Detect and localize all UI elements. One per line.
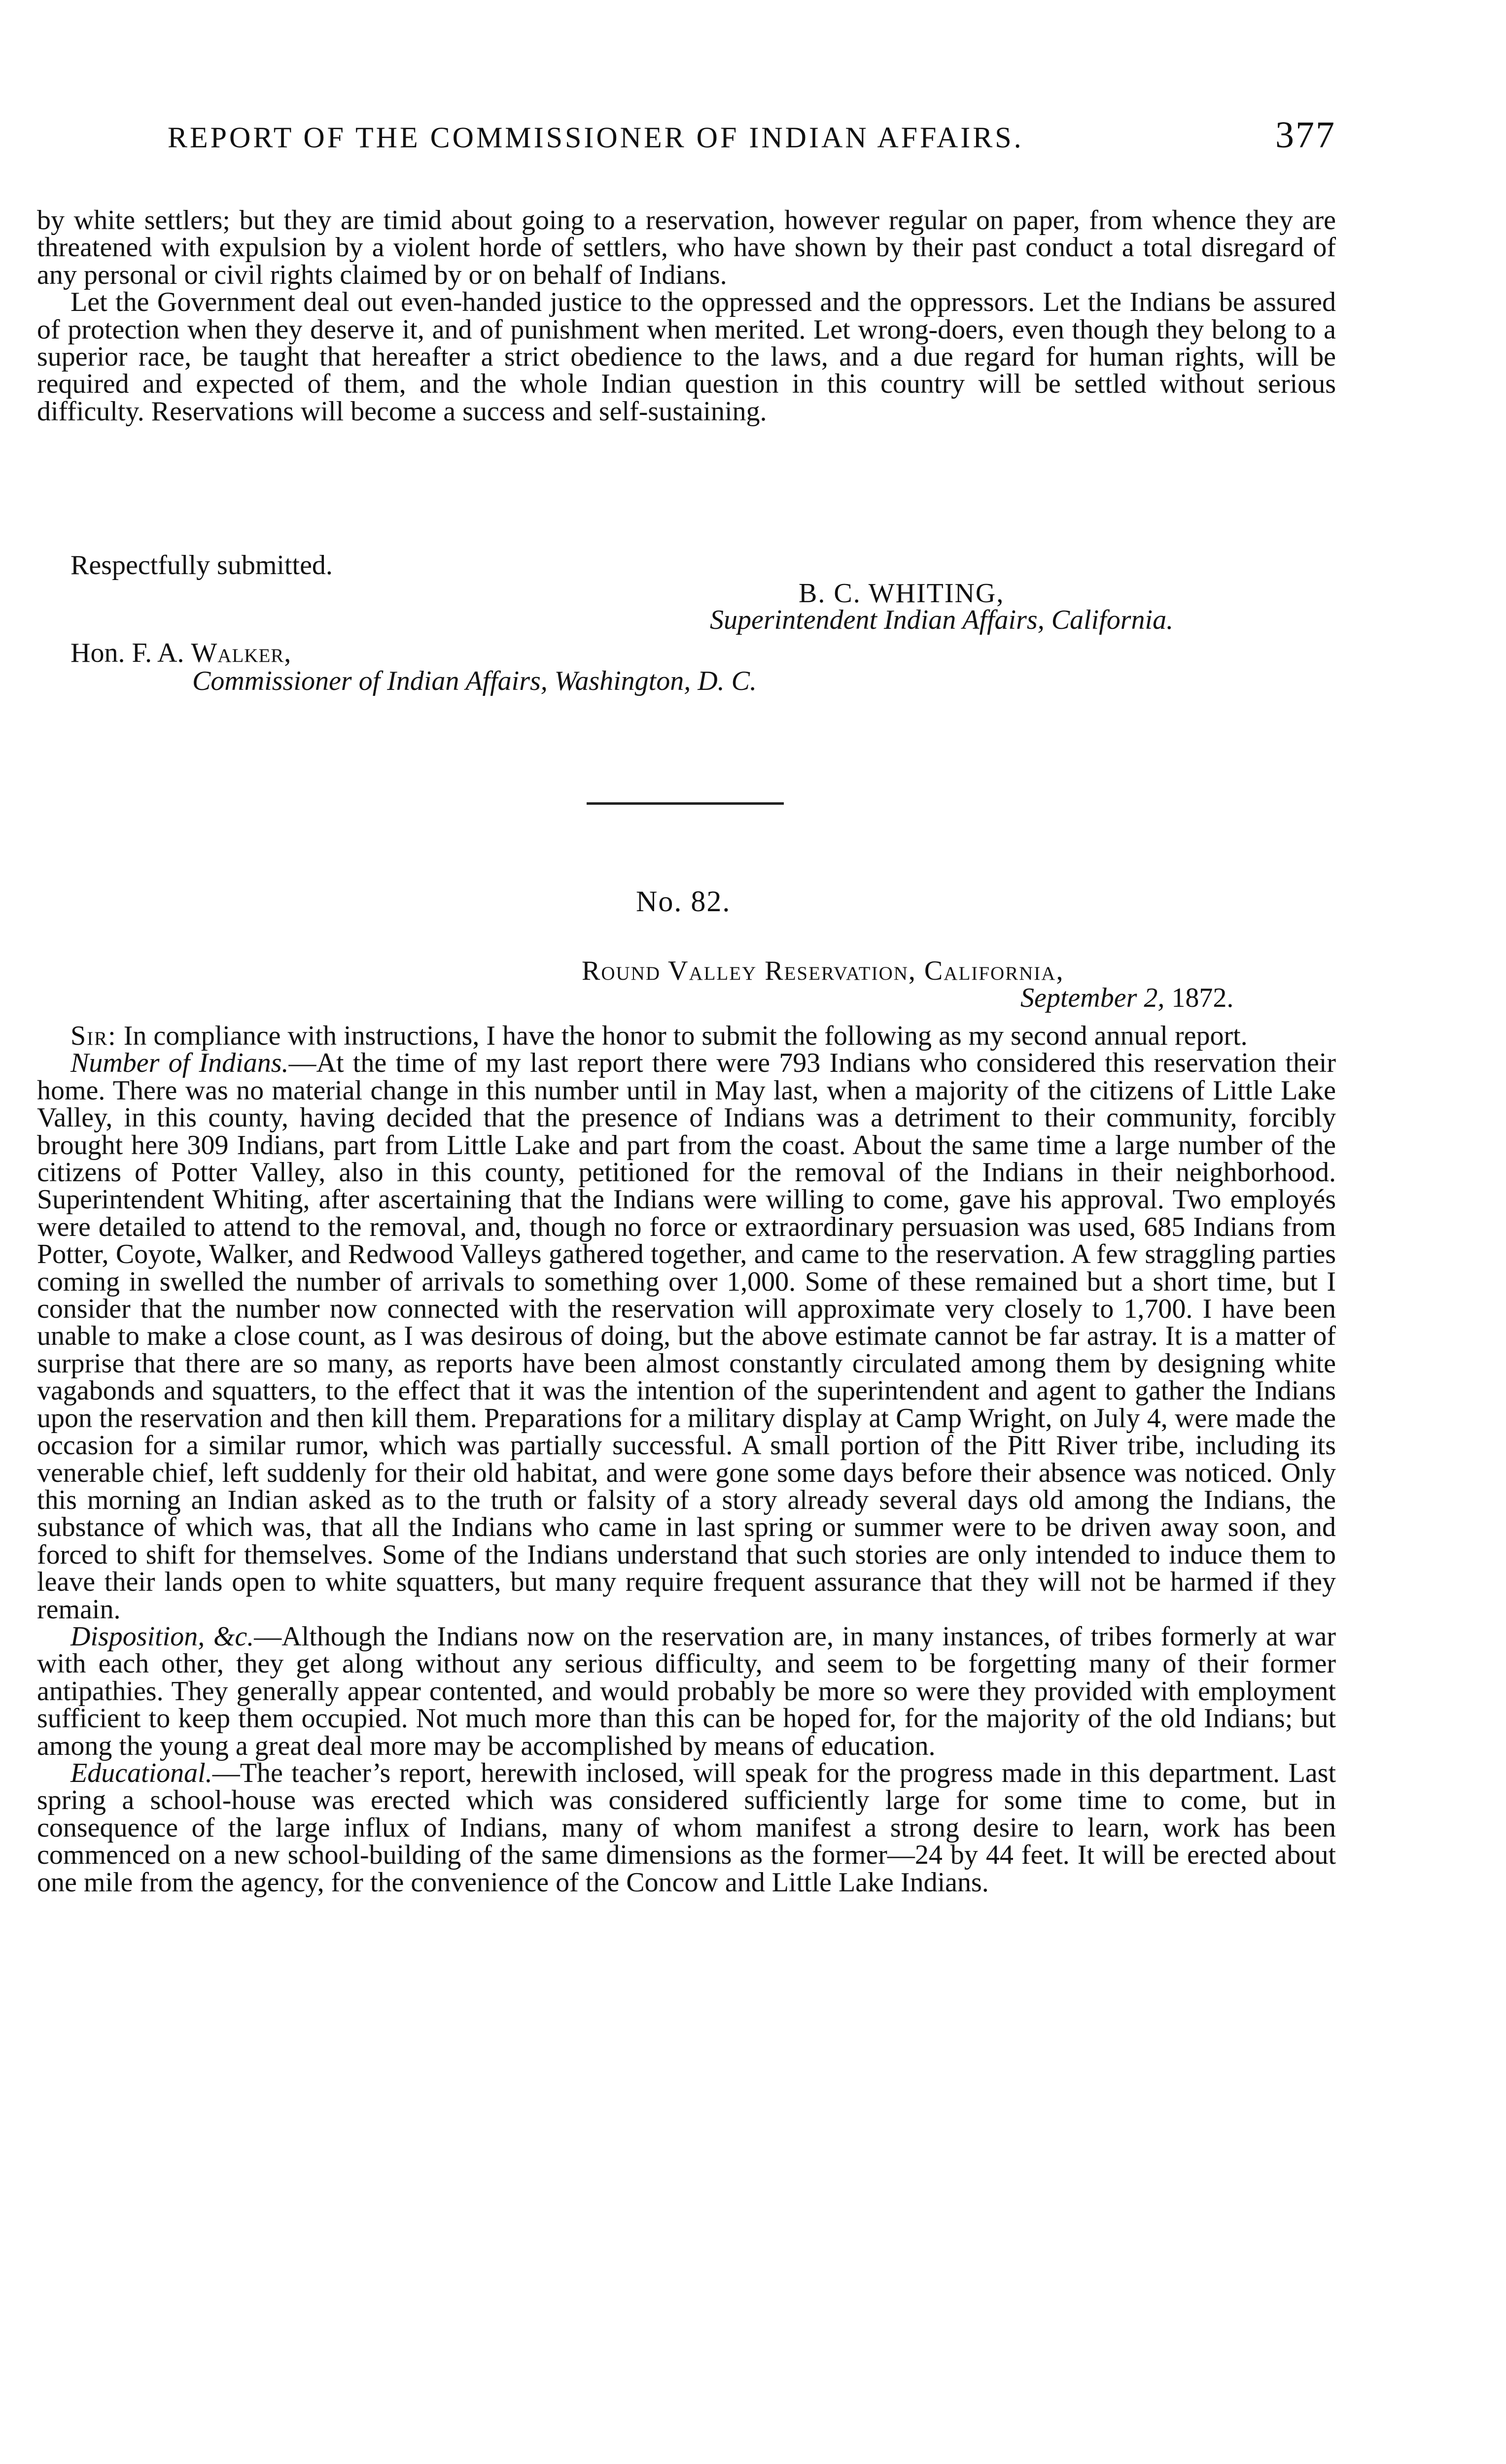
document-number: No. 82. — [636, 885, 731, 918]
section-divider — [587, 802, 784, 805]
dateline-place: Round Valley Reservation, California, — [582, 956, 1064, 986]
section-number-of-indians — [37, 1050, 1336, 1623]
section-heading: Number of Indians. — [70, 1048, 289, 1079]
section-text: —The teacher’s report, herewith inclosed, will speak for the progress made in this department. Last spring a school-house was erected which was considered sufficiently large for some time to come, but in consequence of the large influx of Indians, many of whom manifest a strong desire to learn, work has been commenced on a new school-building of the same dimensions as the former—24 by 44 feet. It will be erected about one mile from the agency, for the convenience of the Concow and Little Lake Indians. — [37, 1757, 1336, 1898]
page-number: 377 — [1275, 114, 1336, 156]
salutation-paragraph — [37, 1023, 1336, 1050]
report-body — [37, 1023, 1336, 1896]
signer-name: B. C. WHITING, — [799, 578, 1005, 609]
dateline-date — [1020, 982, 1233, 1014]
closing-line: Respectfully submitted. — [70, 550, 333, 581]
header-title: REPORT OF THE COMMISSIONER OF INDIAN AFFAIRS. — [168, 121, 1024, 154]
section-text: —Although the Indians now on the reservation are, in many instances, of tribes formerly at war with each other, they get along without any serious difficulty, and seem to be forgetting many of their former antipathies. They generally appear contented, and would probably be more so were they provided with employment sufficient to keep them occupied. Not much more than this can be hoped for, for the majority of the old Indians; but among the young a great deal more may be accomplished by means of education. — [37, 1621, 1336, 1761]
signer-title: Superintendent Indian Affairs, California. — [710, 605, 1174, 635]
section-heading: Educational. — [70, 1757, 212, 1788]
addressee-name: Walker, — [191, 638, 292, 668]
date-text: September 2, — [1020, 983, 1165, 1013]
date-year: 1872. — [1171, 983, 1234, 1013]
addressee — [70, 637, 291, 669]
paragraph: by white settlers; but they are timid about going to a reservation, however regular on paper, from whence they are threatened with expulsion by a violent horde of settlers, who have shown by their past conduct a total disregard of any personal or civil rights claimed by or on behalf of Indians. — [37, 205, 1336, 290]
running-header — [99, 116, 1336, 170]
addressee-prefix: Hon. F. A. — [70, 638, 184, 668]
section-educational — [37, 1757, 1336, 1898]
section-disposition — [37, 1623, 1336, 1760]
salutation: Sir: — [70, 1021, 117, 1051]
paragraph: Let the Government deal out even-handed justice to the oppressed and the oppressors. Let the Indians be assured of protection when they deserve it, and of punishment when merited. Let wrong-doers, even though they belong to a superior race, be taught that hereafter a strict obedience to the laws, and a due regard for human rights, will be required and expected of them, and the whole Indian question in this country will be settled without serious difficulty. Reservations will become a success and self-sustaining. — [37, 287, 1336, 427]
letter-continuation — [37, 207, 1336, 425]
section-heading: Disposition, &c. — [70, 1621, 254, 1652]
intro-text: In compliance with instructions, I have the honor to submit the following as my second annual report. — [123, 1021, 1248, 1051]
section-text: —At the time of my last report there were 793 Indians who considered this reservation their home. There was no material change in this number until in May last, when a majority of the citizens of Little Lake Valley, in this county, having decided that the presence of Indians was a detriment to their community, forcibly brought here 309 Indians, part from Little Lake and part from the coast. About the same time a large number of the citizens of Potter Valley, also in this county, petitioned for the removal of the Indians in their neighborhood. Superintendent Whiting, after ascertaining that the Indians were willing to come, gave his approval. Two employés were detailed to attend to the removal, and, though no force or extraordinary persuasion was used, 685 Indians from Potter, Coyote, Walker, and Redwood Valleys gathered together, and came to the reservation. A few straggling parties coming in swelled the number of arrivals to something over 1,000. Some of these remained but a short time, but I consider that the number now connected with the reservation will approximate very closely to 1,700. I have been unable to make a close count, as I was desirous of doing, but the above estimate cannot be far astray. It is a matter of surprise that there are so many, as reports have been almost constantly circulated among them by designing white vagabonds and squatters, to the effect that it was the intention of the superintendent and agent to gather the Indians upon the reservation and then kill them. Preparations for a military display at Camp Wright, on July 4, were made the occasion for a similar rumor, which was partially successful. A small portion of the Pitt River tribe, including its venerable chief, left suddenly for their old habitat, and were gone some days before their absence was noticed. Only this morning an Indian asked as to the truth or falsity of a story already several days old among the Indians, the substance of which was, that all the Indians who came in last spring or summer were to be driven away soon, and forced to shift for themselves. Some of the Indians understand that such stories are only intended to induce them to leave their lands open to white squatters, but many require frequent assurance that they will not be harmed if they remain. — [37, 1048, 1336, 1625]
addressee-title: Commissioner of Indian Affairs, Washington, D. C. — [192, 666, 757, 696]
